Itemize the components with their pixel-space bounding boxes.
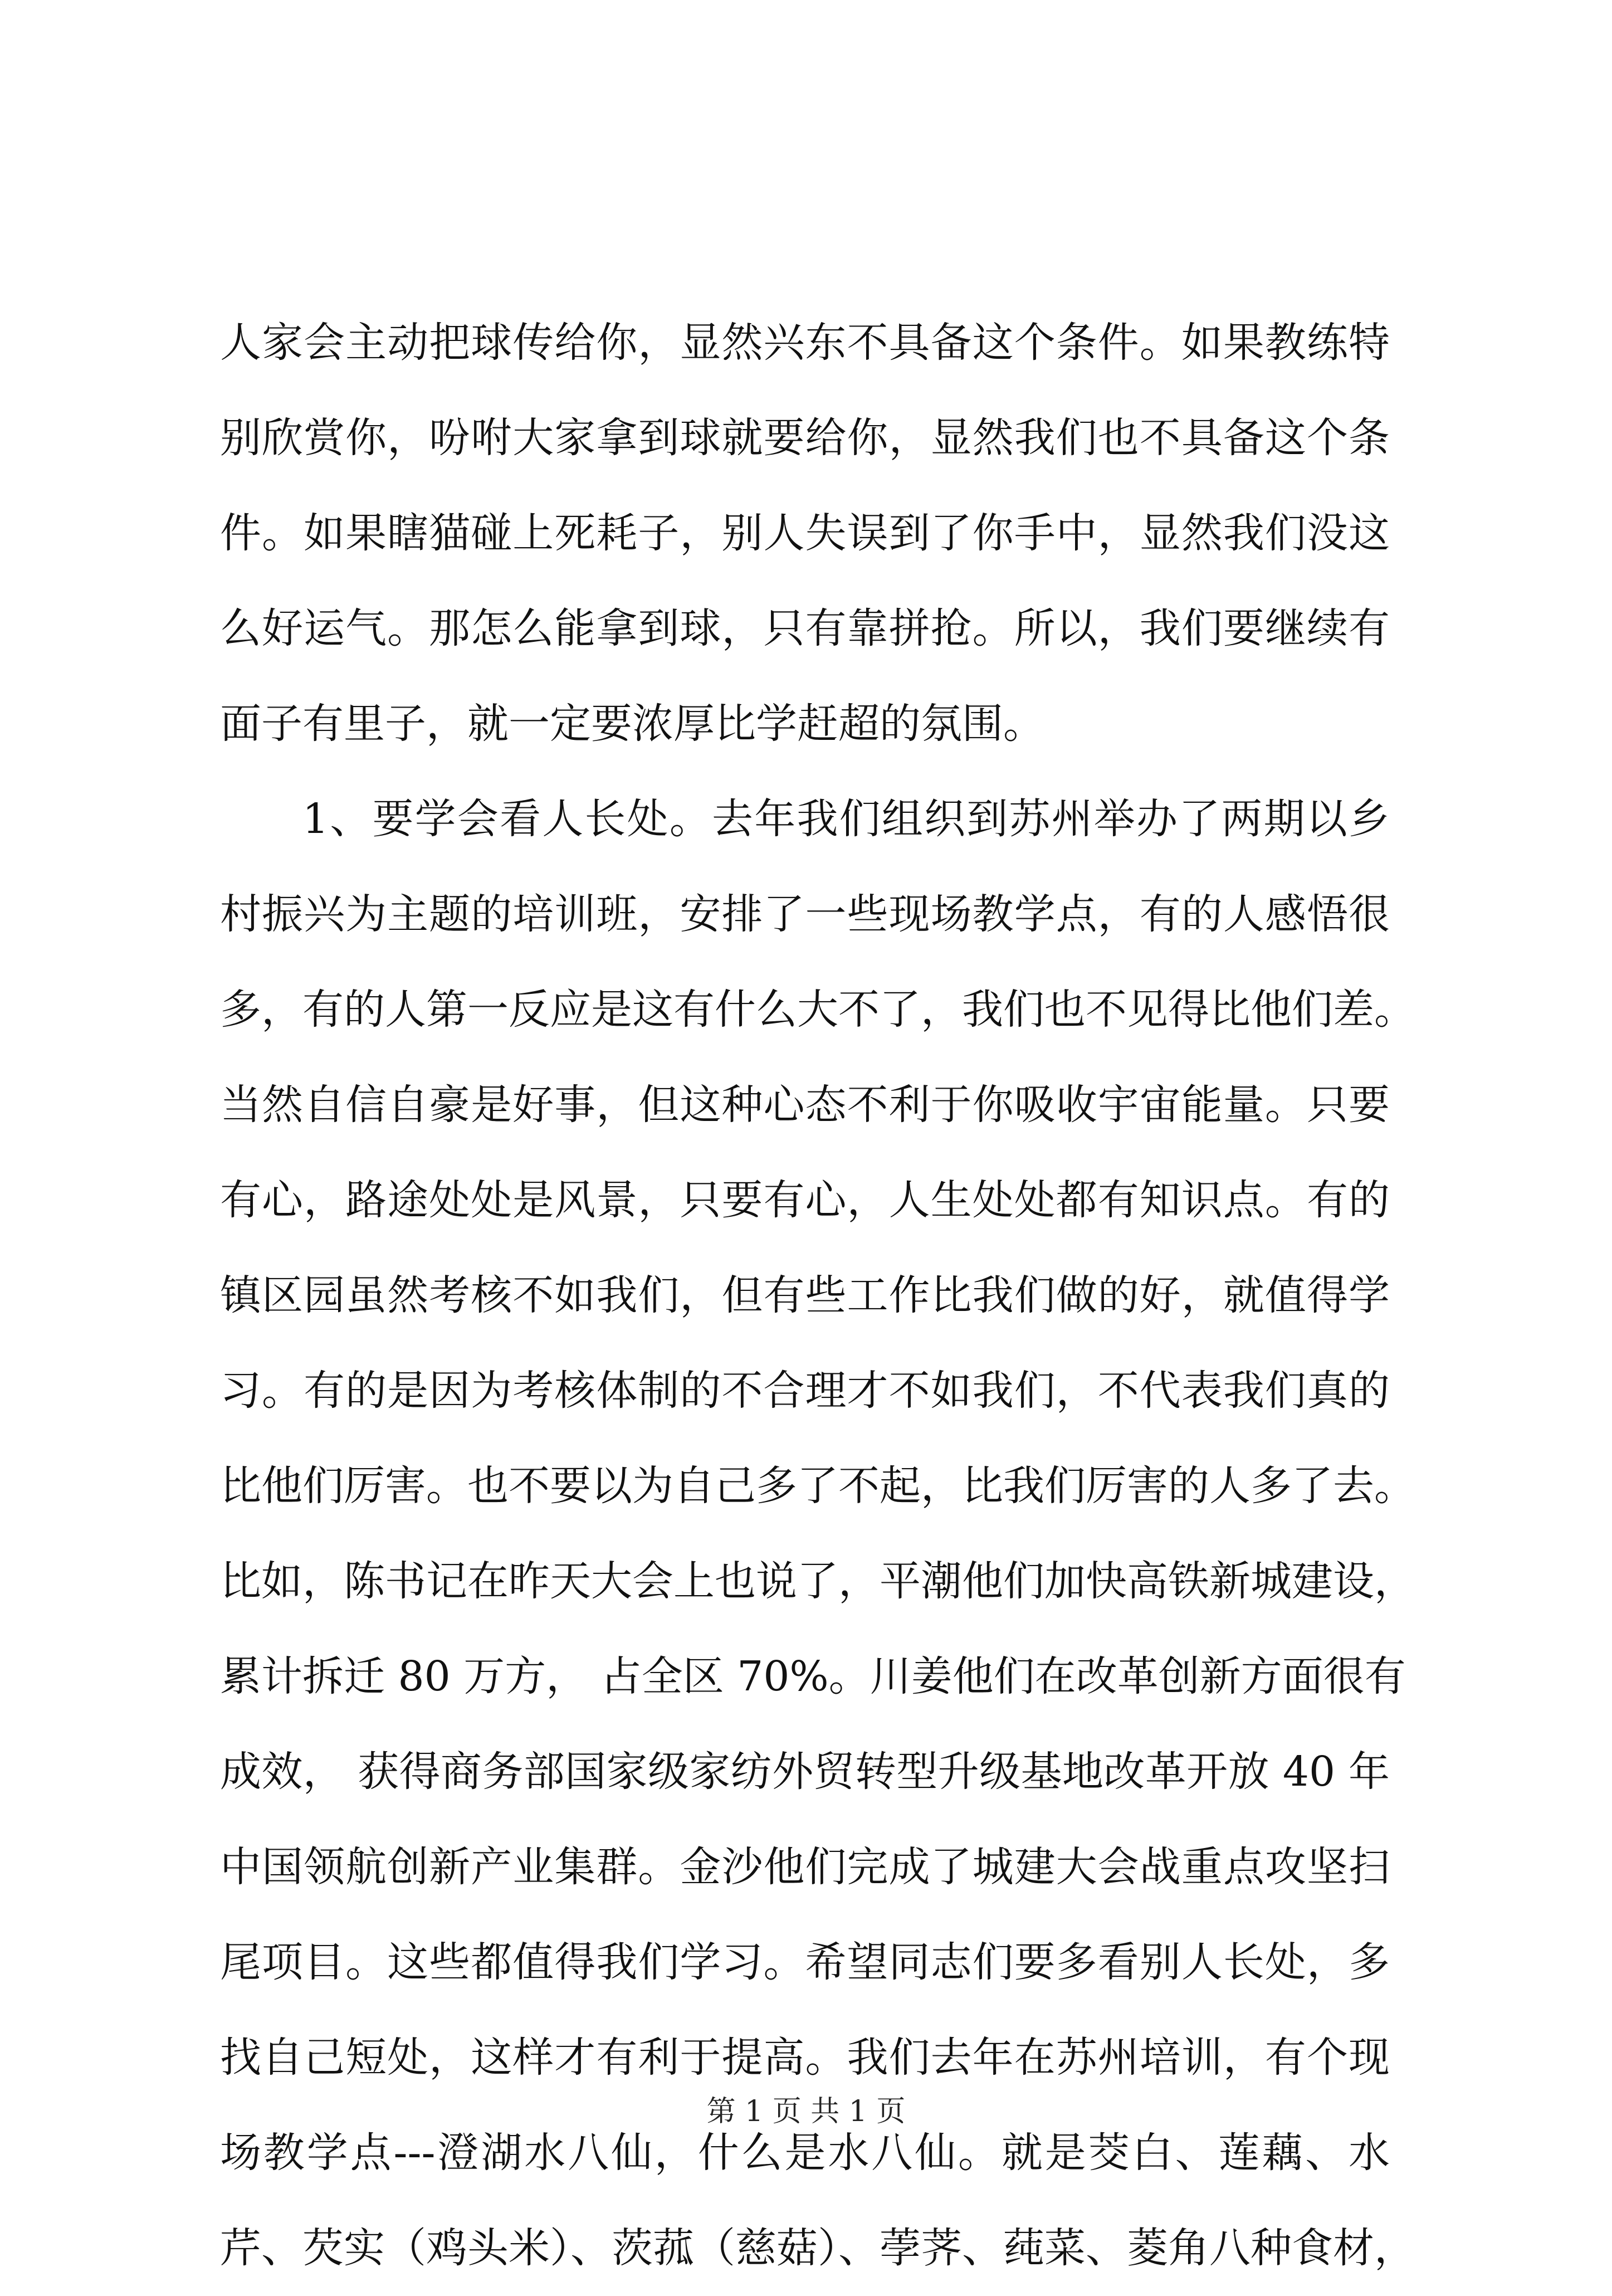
text-line: 么好运气。那怎么能拿到球，只有靠拼抢。所以，我们要继续有 [220,605,1390,652]
text-line: 村振兴为主题的培训班，安排了一些现场教学点，有的人感悟很 [220,890,1390,938]
text-line: 有心，路途处处是风景，只要有心，人生处处都有知识点。有的 [220,1176,1390,1224]
page-number-footer: 第 1 页 共 1 页 [706,2095,906,2128]
text-line: 当然自信自豪是好事，但这种心态不利于你吸收宇宙能量。只要 [220,1081,1390,1129]
text-line: 找自己短处，这样才有利于提高。我们去年在苏州培训，有个现 [220,2034,1390,2081]
text-line: 比如，陈书记在昨天大会上也说了，平潮他们加快高铁新城建设， [220,1557,1415,1605]
text-line: 镇区园虽然考核不如我们，但有些工作比我们做的好，就值得学 [220,1271,1390,1319]
text-line: 场教学点---澄湖水八仙，什么是水八仙。就是茭白、莲藕、水 [220,2129,1390,2177]
text-line: 别欣赏你，吩咐大家拿到球就要给你，显然我们也不具备这个条 [220,414,1390,462]
text-line: 芹、芡实（鸡头米）、茨菰（慈菇）、荸荠、莼菜、菱角八种食材， [220,2224,1415,2272]
text-line: 成效， 获得商务部国家级家纺外贸转型升级基地改革开放 40 年 [220,1748,1390,1796]
document-body [220,295,1415,2296]
text-line: 件。如果瞎猫碰上死耗子，别人失误到了你手中，显然我们没这 [220,509,1390,557]
text-line: 习。有的是因为考核体制的不合理才不如我们，不代表我们真的 [220,1367,1390,1415]
paragraph-first-line: 1、要学会看人长处。去年我们组织到苏州举办了两期以乡 [302,795,1390,843]
text-line: 累计拆迁 80 万方， 占全区 70%。川姜他们在改革创新方面很有 [220,1652,1406,1700]
text-line: 中国领航创新产业集群。金沙他们完成了城建大会战重点攻坚扫 [220,1843,1390,1891]
text-line: 尾项目。这些都值得我们学习。希望同志们要多看别人长处，多 [220,1938,1390,1986]
text-line: 面子有里子，就一定要浓厚比学赶超的氛围。 [220,700,1044,748]
text-line: 比他们厉害。也不要以为自己多了不起，比我们厉害的人多了去。 [220,1462,1415,1510]
text-line: 人家会主动把球传给你，显然兴东不具备这个条件。如果教练特 [220,319,1390,367]
text-line: 多，有的人第一反应是这有什么大不了，我们也不见得比他们差。 [220,986,1415,1034]
